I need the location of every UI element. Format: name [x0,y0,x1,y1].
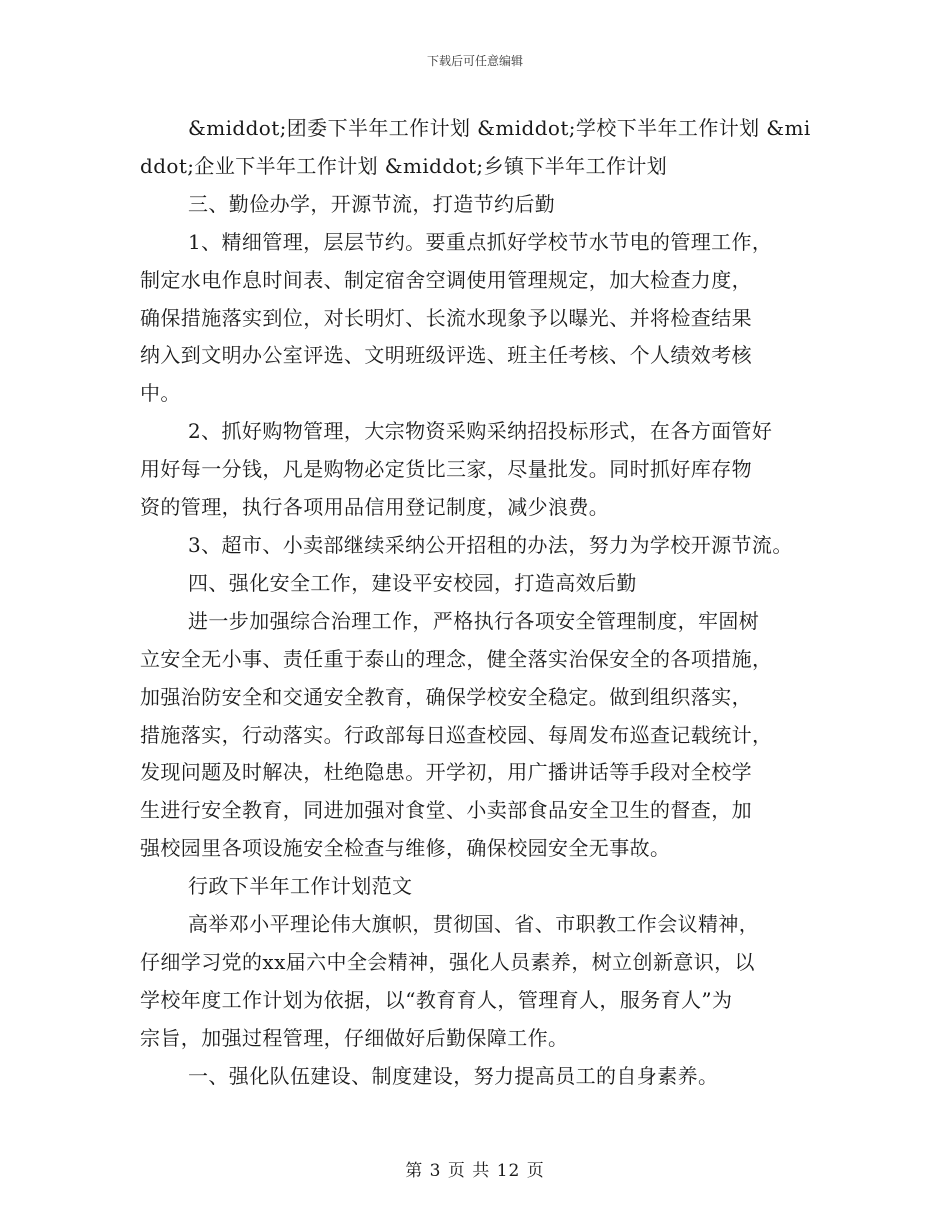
paragraph-line: 进一步加强综合治理工作，严格执行各项安全管理制度，牢固树 [188,608,760,633]
paragraph-line: 学校年度工作计划为依据，以“教育育人，管理育人，服务育人”为 [140,987,733,1012]
section-heading: 一、强化队伍建设、制度建设，努力提高员工的自身素养。 [188,1063,719,1088]
paragraph-line: 纳入到文明办公室评选、文明班级评选、班主任考核、个人绩效考核 [140,343,752,368]
paragraph-line: 生进行安全教育，同进加强对食堂、小卖部食品安全卫生的督查，加 [140,798,752,823]
paragraph-line: 措施落实，行动落实。行政部每日巡查校园、每周发布巡查记载统计， [140,722,773,747]
paragraph-line: 高举邓小平理论伟大旗帜，贯彻国、省、市职教工作会议精神， [188,912,760,937]
text-line: &middot;团委下半年工作计划 &middot;学校下半年工作计划 &mi [188,116,811,140]
paragraph-line: 用好每一分钱，凡是购物必定货比三家，尽量批发。同时抓好库存物 [140,457,752,482]
section-heading: 三、勤俭办学，开源节流，打造节约后勤 [188,191,556,216]
paragraph-line: 确保措施落实到位，对长明灯、长流水现象予以曝光、并将检查结果 [140,305,752,330]
paragraph-line: 立安全无小事、责任重于泰山的理念，健全落实治保安全的各项措施， [140,646,773,671]
text-line: ddot;企业下半年工作计划 &middot;乡镇下半年工作计划 [140,153,668,178]
paragraph-line: 制定水电作息时间表、制定宿舍空调使用管理规定，加大检查力度， [140,267,752,292]
page-header: 下载后可任意编辑 [426,54,523,68]
paragraph-line: 宗旨，加强过程管理，仔细做好后勤保障工作。 [140,1025,569,1050]
section-heading: 四、强化安全工作，建设平安校园，打造高效后勤 [188,570,637,595]
page-footer: 第 3 页 共 12 页 [405,1161,545,1181]
paragraph-line: 加强治防安全和交通安全教育，确保学校安全稳定。做到组织落实， [140,684,752,709]
section-title: 行政下半年工作计划范文 [188,874,413,899]
paragraph-line: 强校园里各项设施安全检查与维修，确保校园安全无事故。 [140,836,671,861]
paragraph-line: 仔细学习党的xx届六中全会精神，强化人员素养，树立创新意识，以 [140,949,755,974]
paragraph-line: 资的管理，执行各项用品信用登记制度，减少浪费。 [140,495,610,520]
paragraph-line: 中。 [140,381,181,406]
paragraph-line: 发现问题及时解决，杜绝隐患。开学初，用广播讲话等手段对全校学 [140,760,752,785]
document-body [140,110,820,1096]
paragraph-line: 3、超市、小卖部继续采纳公开招租的办法，努力为学校开源节流。 [188,532,793,557]
paragraph-line: 2、抓好购物管理，大宗物资采购采纳招投标形式，在各方面管好 [188,419,773,444]
paragraph-line: 1、精细管理，层层节约。要重点抓好学校节水节电的管理工作， [188,229,773,254]
